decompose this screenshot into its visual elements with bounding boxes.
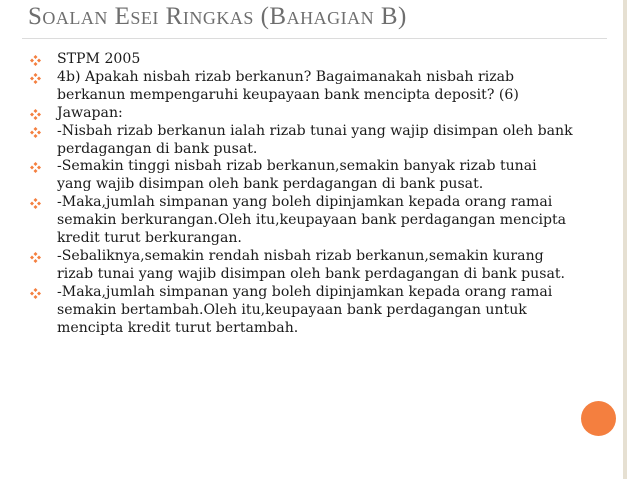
quad-diamond-bullet-icon <box>30 127 41 138</box>
title-divider <box>22 38 607 39</box>
right-border-decoration <box>623 0 627 479</box>
list-item-text: -Sebaliknya,semakin rendah nisbah rizab berkanun,semakin kurang rizab tunai yang wajib disimpan oleh bank perdagangan di bank pusat. <box>57 247 566 282</box>
bullet-list <box>30 51 575 338</box>
slide-title-text: Soalan Esei Ringkas (Bahagian B) <box>28 3 407 30</box>
slide-title <box>28 3 608 39</box>
quad-diamond-bullet-icon <box>30 198 41 209</box>
quad-diamond-bullet-icon <box>30 109 41 120</box>
list-item-text: -Semakin tinggi nisbah rizab berkanun,semakin banyak rizab tunai yang wajib disimpan oleh bank perdagangan di bank pusat. <box>57 158 537 193</box>
list-item <box>30 284 575 338</box>
quad-diamond-bullet-icon <box>30 288 41 299</box>
list-item-text: Jawapan: <box>57 104 123 121</box>
accent-circle-decoration <box>581 401 616 436</box>
list-item-text: -Maka,jumlah simpanan yang boleh dipinjamkan kepada orang ramai semakin bertambah.Oleh itu,keupayaan bank perdagangan untuk mencipta kredit turut bertambah. <box>57 283 553 336</box>
list-item <box>30 51 575 69</box>
quad-diamond-bullet-icon <box>30 55 41 66</box>
list-item <box>30 194 575 248</box>
list-item-text: -Nisbah rizab berkanun ialah rizab tunai yang wajip disimpan oleh bank perdagangan di bank pusat. <box>57 122 573 157</box>
quad-diamond-bullet-icon <box>30 162 41 173</box>
quad-diamond-bullet-icon <box>30 252 41 263</box>
list-item <box>30 158 575 194</box>
list-item <box>30 69 575 105</box>
quad-diamond-bullet-icon <box>30 73 41 84</box>
list-item-text: -Maka,jumlah simpanan yang boleh dipinjamkan kepada orang ramai semakin berkurangan.Oleh itu,keupayaan bank perdagangan mencipta kredit turut berkurangan. <box>57 194 567 247</box>
list-item <box>30 105 575 123</box>
list-item <box>30 123 575 159</box>
list-item-text: STPM 2005 <box>57 51 141 67</box>
list-item-text: 4b) Apakah nisbah rizab berkanun? Bagaimanakah nisbah rizab berkanun mempengaruhi keupayaan bank mencipta deposit? (6) <box>57 68 519 103</box>
list-item <box>30 248 575 284</box>
